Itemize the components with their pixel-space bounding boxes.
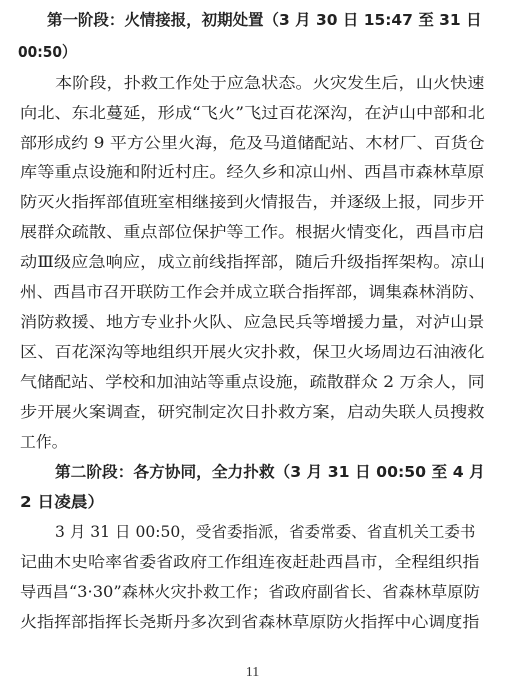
paragraph-line	[0, 101, 505, 125]
heading-line: 第一阶段：火情接报，初期处置（3 月 30 日 15:47 至 31 日	[47, 11, 482, 29]
body-text: 火指挥部指挥长尧斯丹多次到省森林草原防火指挥中心调度指	[20, 613, 480, 631]
paragraph-line	[0, 370, 505, 394]
section-heading	[0, 8, 505, 32]
paragraph-line	[0, 430, 505, 454]
heading-line: 2 日凌晨）	[20, 493, 105, 511]
body-text: 消防救援、地方专业扑火队、应急民兵等增援力量，对泸山景	[20, 313, 485, 331]
page-number: 11	[245, 665, 260, 680]
paragraph-line	[0, 340, 505, 364]
body-text: 州、西昌市召开联防工作会并成立联合指挥部，调集森林消防、	[20, 283, 486, 301]
section-heading-continued	[0, 40, 505, 64]
paragraph-line	[0, 220, 505, 244]
body-text: 导西昌“3·30”森林火灾扑救工作；省政府副省长、省森林草原防	[20, 583, 480, 601]
body-text: 记曲木史哈率省委省政府工作组连夜赶赴西昌市，全程组织指	[20, 553, 480, 571]
paragraph-line	[0, 160, 505, 184]
heading-line: 第二阶段：各方协同，全力扑救（3 月 31 日 00:50 至 4 月	[55, 463, 485, 481]
paragraph-line	[0, 190, 505, 214]
paragraph-line	[0, 250, 505, 274]
paragraph-line	[0, 520, 505, 544]
body-text: 3 月 31 日 00:50，受省委指派，省委常委、省直机关工委书	[55, 523, 476, 541]
body-text: 库等重点设施和附近村庄。经久乡和凉山州、西昌市森林草原	[20, 163, 485, 181]
paragraph-line	[0, 580, 505, 604]
paragraph-line	[0, 550, 505, 574]
heading-line: 00:50）	[18, 43, 76, 61]
body-text: 区、百花深沟等地组织开展火灾扑救，保卫火场周边石油液化	[20, 343, 485, 361]
paragraph-line	[0, 610, 505, 634]
paragraph-line	[0, 280, 505, 304]
section-heading	[0, 460, 505, 484]
body-text: 防灭火指挥部值班室相继接到火情报告，并逐级上报，同步开	[20, 193, 485, 211]
body-text: 展群众疏散、重点部位保护等工作。根据火情变化，西昌市启	[20, 223, 485, 241]
body-text: 气储配站、学校和加油站等重点设施，疏散群众 2 万余人，同	[20, 373, 485, 391]
body-text: 向北、东北蔓延，形成“飞火”飞过百花深沟，在泸山中部和北	[20, 104, 485, 122]
body-text: 步开展火案调查，研究制定次日扑救方案，启动失联人员搜救	[20, 403, 485, 421]
body-text: 部形成约 9 平方公里火海，危及马道储配站、木材厂、百货仓	[20, 134, 485, 152]
paragraph-line	[0, 400, 505, 424]
paragraph-line	[0, 131, 505, 155]
section-heading-continued	[0, 490, 505, 514]
body-text: 动Ⅲ级应急响应，成立前线指挥部，随后升级指挥架构。凉山	[20, 253, 485, 271]
paragraph-line	[0, 310, 505, 334]
body-text: 工作。	[20, 433, 68, 451]
paragraph-line	[0, 71, 505, 95]
body-text: 本阶段，扑救工作处于应急状态。火灾发生后，山火快速	[55, 74, 485, 92]
